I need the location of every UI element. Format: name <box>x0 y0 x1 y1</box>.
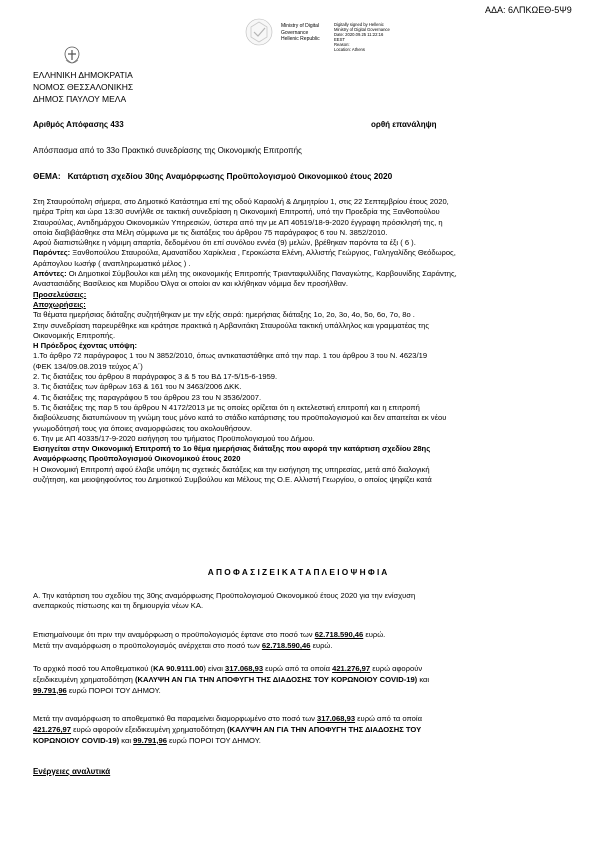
recommendation-line-1: Εισηγείται στην Οικονομική Επιτροπή το 1ο θέμα ημερήσιας διάταξης που αφορά την κατάρτιση σχεδίου 28ης <box>33 444 431 454</box>
budget-before-amount: 62.718.590,46 <box>314 630 364 639</box>
budget-after-amount: 62.718.590,46 <box>261 640 311 650</box>
ada-code: ΑΔΑ: 6ΛΠΚΩΕΘ-5Ψ9 <box>485 5 572 15</box>
decides-heading: Α Π Ο Φ Α Σ Ι Ζ Ε Ι Κ Α Τ Α Π Λ Ε Ι Ο Ψ Η Φ Ι Α <box>207 567 388 577</box>
signature-logo <box>244 17 274 52</box>
subject-text: Κατάρτιση σχεδίου 30ης Αναμόρφωσης Προϋπολογισμού Οικονομικού έτους 2020 <box>67 171 393 181</box>
recommendation-line-2: Αναμόρφωσης Προϋπολογισμού Οικονομικού έτους 2020 <box>33 454 241 464</box>
budget-lines <box>33 630 385 652</box>
signature-org: Ministry of Digital Governance Hellenic Republic <box>281 23 320 42</box>
entries-label: Προσελεύσεις: <box>33 289 87 299</box>
excerpt-line: Απόσπασμα από το 33ο Πρακτικό συνεδρίασης της Οικονομικής Επιτροπής <box>33 146 302 155</box>
signature-details: Digitally signed by Hellenic Ministry of Digital Governance Date: 2020.09.25 11:22:16 EEST Reason: Location: Athens <box>334 22 390 52</box>
reserve-after: Μετά την αναμόρφωση το αποθεματικό θα παραμείνει διαμορφωμένο στο ποσό των 317.068,93 ευρώ από τα οποία 421.276,97 ευρώ αφορούν εξειδικευμένη χρηματοδότηση (ΚΑΛΥΨΗ ΑΝ ΓΙΑ ΤΗΝ ΑΠΟΦΥΓΗ ΤΗΣ ΔΙΑΔΟΣΗΣ ΤΟΥ ΚΟΡΩΝΟΙΟΥ COVID-19) και 99.791,96 ευρώ ΠΟΡΟΙ ΤΟΥ ΔΗΜΟΥ. <box>33 714 422 745</box>
agenda-line: Τα θέματα ημερήσιας διάταξης συζητήθηκαν με την εξής σειρά: ημερήσιας διάταξης 1ο, 2ο, 3ο, 4ο, 5ο, 6ο, 7ο, 8ο . <box>33 310 415 320</box>
correct-repeat-label: ορθή επανάληψη <box>371 120 437 129</box>
present-label: Παρόντες: <box>33 248 71 258</box>
decision-number: Αριθμός Απόφασης 433 <box>33 120 124 129</box>
budget-after: Μετά την αναμόρφωση ο προϋπολογισμός ανέρχεται στο ποσό των 62.718.590,46 ευρώ. <box>33 640 333 650</box>
municipality-header: ΕΛΛΗΝΙΚΗ ΔΗΜΟΚΡΑΤΙΑ ΝΟΜΟΣ ΘΕΣΣΑΛΟΝΙΚΗΣ ΔΗΜΟΣ ΠΑΥΛΟΥ ΜΕΛΑ <box>33 70 134 104</box>
subject-label: ΘΕΜΑ: <box>33 171 61 181</box>
intro-paragraph: Στη Σταυρούπολη σήμερα, στο Δημοτικό Κατάστημα επί της οδού Καραολή & Δημητρίου 1, στις 22 Σεπτεμβρίου έτους 2020, ημέρα Τρίτη και ώρα 13:30 συνήλθε σε τακτική συνεδρίαση η Οικονομική Επιτροπή, υπό την Προεδρία της Ξανθοπούλου Σταυρούλας, Αντιδημάρχου Οικονομικών Υπηρεσιών, ύστερα από την με ΑΠ 40519/18-9-2020 έγγραφη πρόσκλησή της, η οποία διαβιβάσθηκε στα Μέλη σύμφωνα με τις διατάξεις του άρθρου 75 παράγραφος 6 του Ν. 3852/2010. Αφού διαπιστώθηκε η νόμιμη απαρτία, δεδομένου ότι επί συνόλου εννέα (9) μελών, βρέθηκαν παρόντα τα έξι ( 6 ). Παρόντες: Ξανθοπούλου Σταυρούλα, Αμανατίδου Χαρίκλεια , Γεροκώστα Ελένη, Αλλιστής Γεώργιος, Γαληγαλίδης Θεόδωρος, Αράπογλου Ιωσήφ ( αναπληρωματικό μέλος ) . Απόντες: Οι Δημοτικοί Σύμβουλοι και μέλη της οικονομικής Επιτροπής Τριανταφυλλίδης Παναγιώτης, Καρβουνίδης Σαράντης, Αναστασιάδης Βασίλειος και Μυρίδου Όλγα οι οποίοι αν και κλήθηκαν νόμιμα δεν προσήλθαν. Προσελεύσεις: Αποχωρήσεις: Τα θέματα ημερήσιας διάταξης συζητήθηκαν με την εξής σειρά: ημερήσιας διάταξης 1ο, 2ο, 3ο, 4ο, 5ο, 6ο, 7ο, 8ο . Στην συνεδρίαση παρευρέθηκε και κράτησε πρακτικά η Αρβανιτάκη Σταυρούλα τακτική υπάλληλος και γραμματέας της Οικονομικής Επιτροπής. Η Πρόεδρος έχοντας υπόψη: 1.Το άρθρο 72 παράγραφος 1 του Ν 3852/2010, όπως αντικαταστάθηκε από την παρ. 1 του άρθρου 3 του Ν. 4623/19 (ΦΕΚ 134/09.08.2019 τεύχος Α΄) 2. Τις διατάξεις του άρθρου 8 παράγραφος 3 & 5 του ΒΔ 17-5/15-6-1959. 3. Τις διατάξεις των άρθρων 163 & 161 του Ν 3463/2006 ΔΚΚ. 4. Τις διατάξεις της παραγράφου 5 του άρθρου 23 του Ν 3536/2007. 5. Τις διατάξεις της παρ 5 του άρθρου Ν 4172/2013 με τις οποίες ορίζεται ότι η εκτελεστική επιτροπή και η επιτροπή διαβούλευσης διατυπώνουν τη γνώμη τους μόνο κατά το στάδιο κατάρτισης του προϋπολογισμού και δεν απαιτείται εκ νέου γνωμοδότησή τους για όποιες αναμορφώσεις του ακολουθήσουν. 6. Την με ΑΠ 40335/17-9-2020 εισήγηση του τμήματος Προϋπολογισμού του Δήμου. Εισηγείται στην Οικονομική Επιτροπή το 1ο θέμα ημερήσιας διάταξης που αφορά την κατάρτιση σχεδίου 28ης Αναμόρφωσης Προϋπολογισμού Οικονομικού έτους 2020 Η Οικονομική Επιτροπή αφού έλαβε υπόψη τις σχετικές διατάξεις και την εισήγηση της υπηρεσίας, μετά από διαλογική συζήτηση, και μειοψηφούντος του Δημοτικού Συμβούλου και Μέλους της Ο.Ε. Αλλιστή Γεωργίου, ο οποίος ψηφίζει κατά <box>33 197 563 485</box>
budget-before: Επισημαίνουμε ότι πριν την αναμόρφωση ο προϋπολογισμός έφτανε στο ποσό των 62.718.590,46 ευρώ. <box>33 630 386 639</box>
subject-line <box>33 171 392 181</box>
absent-label: Απόντες: <box>33 269 67 279</box>
hellenic-crest-icon <box>62 45 82 65</box>
decision-a: Α. Την κατάρτιση του σχεδίου της 30ης αναμόρφωσης Προϋπολογισμού Οικονομικού έτους 2020 για την ενίσχυση ανεπαρκούς πίστωσης και τη δημιουργία νέων ΚΑ. <box>33 591 416 611</box>
departures-label: Αποχωρήσεις: <box>33 299 86 309</box>
reserve-initial: Το αρχικό ποσό του Αποθεματικού (ΚΑ 90.9111.00) είναι 317.068,93 ευρώ από τα οποία 421.276,97 ευρώ αφορούν εξειδικευμένη χρηματοδότηση (ΚΑΛΥΨΗ ΑΝ ΓΙΑ ΤΗΝ ΑΠΟΦΥΓΗ ΤΗΣ ΔΙΑΔΟΣΗΣ ΤΟΥ ΚΟΡΩΝΟΙΟΥ COVID-19) και 99.791,96 ευρώ ΠΟΡΟΙ ΤΟΥ ΔΗΜΟΥ. <box>33 664 430 695</box>
chair-label: Η Πρόεδρος έχοντας υπόψη: <box>33 341 138 351</box>
actions-label: Ενέργειες αναλυτικά <box>33 767 111 776</box>
